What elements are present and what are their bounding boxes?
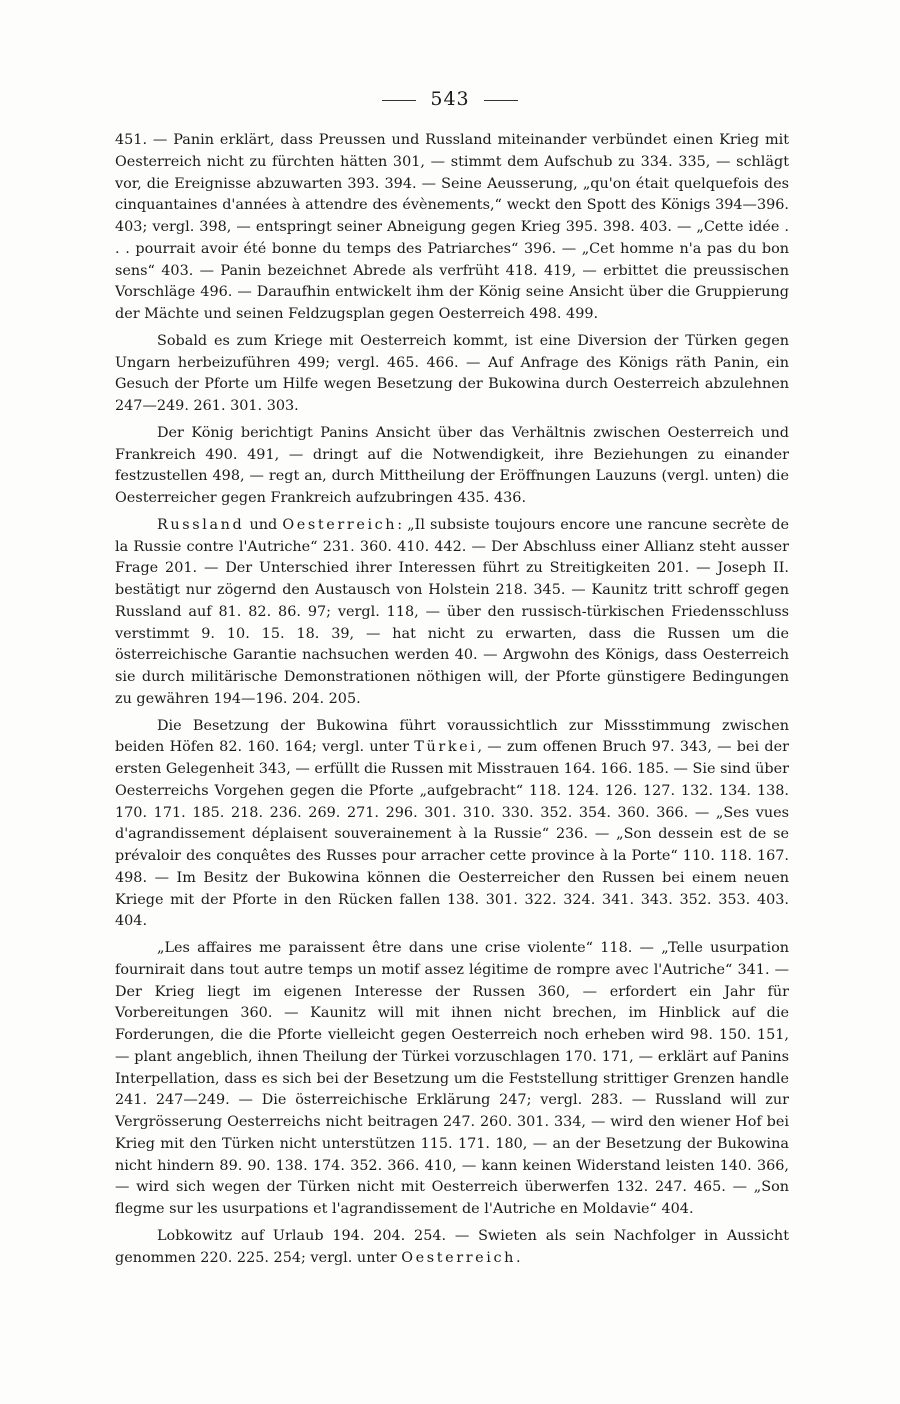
paragraph-text: „Les affaires me paraissent être dans une crise violente“ 118. — „Telle usurpation fournirait dans tout autre temps un motif assez légitime de rompre avec l'Autriche“ 341. — Der Krieg liegt im eigenen Interesse der Russen 360, — erfordert ein Jahr für Vorbereitungen 360. — Kaunitz will mit ihnen nicht brechen, im Hinblick auf die Forderungen, die die Pforte vielleicht gegen Oesterreich noch erheben wird 98. 150. 151, — plant angeblich, ihnen Theilung der Türkei vorzuschlagen 170. 171, — erklärt auf Panins Interpellation, dass es sich bei der Besetzung um die Feststellung strittiger Grenzen handle 241. 247—249. — Die österreichische Erklärung 247; vergl. 283. — Russland will zur Vergrösserung Oesterreichs nicht beitragen 247. 260. 301. 334, — wird den wiener Hof bei Krieg mit den Türken nicht unterstützen 115. 171. 180, — an der Besetzung der Bukowina nicht hindern 89. 90. 138. 174. 352. 366. 410, — kann keinen Widerstand leisten 140. 366, — wird sich wegen der Türken nicht mit Oesterreich überwerfen 132. 247. 465. — „Son flegme sur les usurpations et l'agrandissement de l'Autriche en Moldavie“ 404. [115,940,789,1217]
paragraph-text: und [244,516,283,533]
paragraph-text: 451. — Panin erklärt, dass Preussen und Russland miteinander verbündet einen Krieg mit Oesterreich nicht zu fürchten hätten 301, — stimmt dem Aufschub zu 334. 335, — schlägt vor, die Ereignisse abzuwarten 393. 394. — Seine Aeusserung, „qu'on était quelquefois des cinquantaines d'années à attendre des évènements,“ weckt den Spott des Königs 394—396. 403; vergl. 398, — entspringt seiner Abneigung gegen Krieg 395. 398. 403. — „Cette idée . . . pourrait avoir été bonne du temps des Patriarches“ 396. — „Cet homme n'a pas du bon sens“ 403. — Panin bezeichnet Abrede als verfrüht 418. 419, — erbittet die preussischen Vorschläge 496. — Daraufhin entwickelt ihm der König seine Ansicht über die Gruppierung der Mächte und seinen Feldzugsplan gegen Oesterreich 498. 499. [115,132,789,322]
paragraph-text: Lobkowitz auf Urlaub 194. 204. 254. — Swieten als sein Nachfolger in Aussicht genommen 220. 225. 254; vergl. unter [115,1227,789,1266]
header-rule-left [382,100,416,101]
index-paragraph [115,1226,789,1270]
header-rule-right [484,100,518,101]
page-number: 543 [430,88,470,110]
index-paragraph [115,716,789,934]
index-paragraph [115,938,789,1221]
spaced-term: Oesterreich [401,1249,517,1266]
index-paragraph [115,515,789,711]
index-paragraph [115,331,789,418]
spaced-term: Türkei [414,739,478,756]
index-paragraph [115,423,789,510]
paragraph-text: . [516,1249,521,1266]
index-text [115,130,789,1274]
paragraph-text: Die Besetzung der Bukowina führt voraussichtlich zur Missstimmung zwischen beiden Höfen 82. 160. 164; vergl. unter [115,717,789,756]
spaced-term: Russland [157,516,245,533]
paragraph-text: , — zum offenen Bruch 97. 343, — bei der ersten Gelegenheit 343, — erfüllt die Russen mit Misstrauen 164. 166. 185. — Sie sind über Oesterreichs Vorgehen gegen die Pforte „aufgebracht“ 118. 124. 126. 127. 132. 134. 138. 170. 171. 185. 218. 236. 269. 271. 296. 301. 310. 330. 352. 354. 360. 366. — „Ses vues d'agrandissement déplaisent souverainement à la Russie“ 236. — „Son dessein est de se prévaloir des conquêtes des Russes pour arracher cette province à la Porte“ 110. 118. 167. 498. — Im Besitz der Bukowina können die Oesterreicher den Russen bei einem neuen Kriege mit der Pforte in den Rücken fallen 138. 301. 322. 324. 341. 343. 352. 353. 403. 404. [115,739,789,930]
index-paragraph [115,130,789,326]
paragraph-text: : „Il subsiste toujours encore une rancune secrète de la Russie contre l'Autriche“ 231. 360. 410. 442. — Der Abschluss einer Allianz steht ausser Frage 201. — Der Unterschied ihrer Interessen führt zu Streitigkeiten 201. — Joseph II. bestätigt nur zögernd den Austausch von Holstein 218. 345. — Kaunitz tritt schroff gegen Russland auf 81. 82. 86. 97; vergl. 118, — über den russisch-türkischen Friedensschluss verstimmt 9. 10. 15. 18. 39, — hat nicht zu erwarten, dass die Russen um die österreichische Garantie nachsuchen werden 40. — Argwohn des Königs, dass Oesterreich sie durch militärische Demonstrationen nöthigen will, der Pforte günstigere Bedingungen zu gewähren 194—196. 204. 205. [115,516,789,707]
page-header [0,88,900,110]
paragraph-text: Sobald es zum Kriege mit Oesterreich kommt, ist eine Diversion der Türken gegen Ungarn herbeizuführen 499; vergl. 465. 466. — Auf Anfrage des Königs räth Panin, ein Gesuch der Pforte um Hilfe wegen Besetzung der Bukowina durch Oesterreich abzulehnen 247—249. 261. 301. 303. [115,332,789,414]
paragraph-text: Der König berichtigt Panins Ansicht über das Verhältnis zwischen Oesterreich und Frankreich 490. 491, — dringt auf die Notwendigkeit, ihre Beziehungen zu einander festzustellen 498, — regt an, durch Mittheilung der Eröffnungen Lauzuns (vergl. unten) die Oesterreicher gegen Frankreich aufzubringen 435. 436. [115,424,789,506]
spaced-term: Oesterreich [282,516,398,533]
